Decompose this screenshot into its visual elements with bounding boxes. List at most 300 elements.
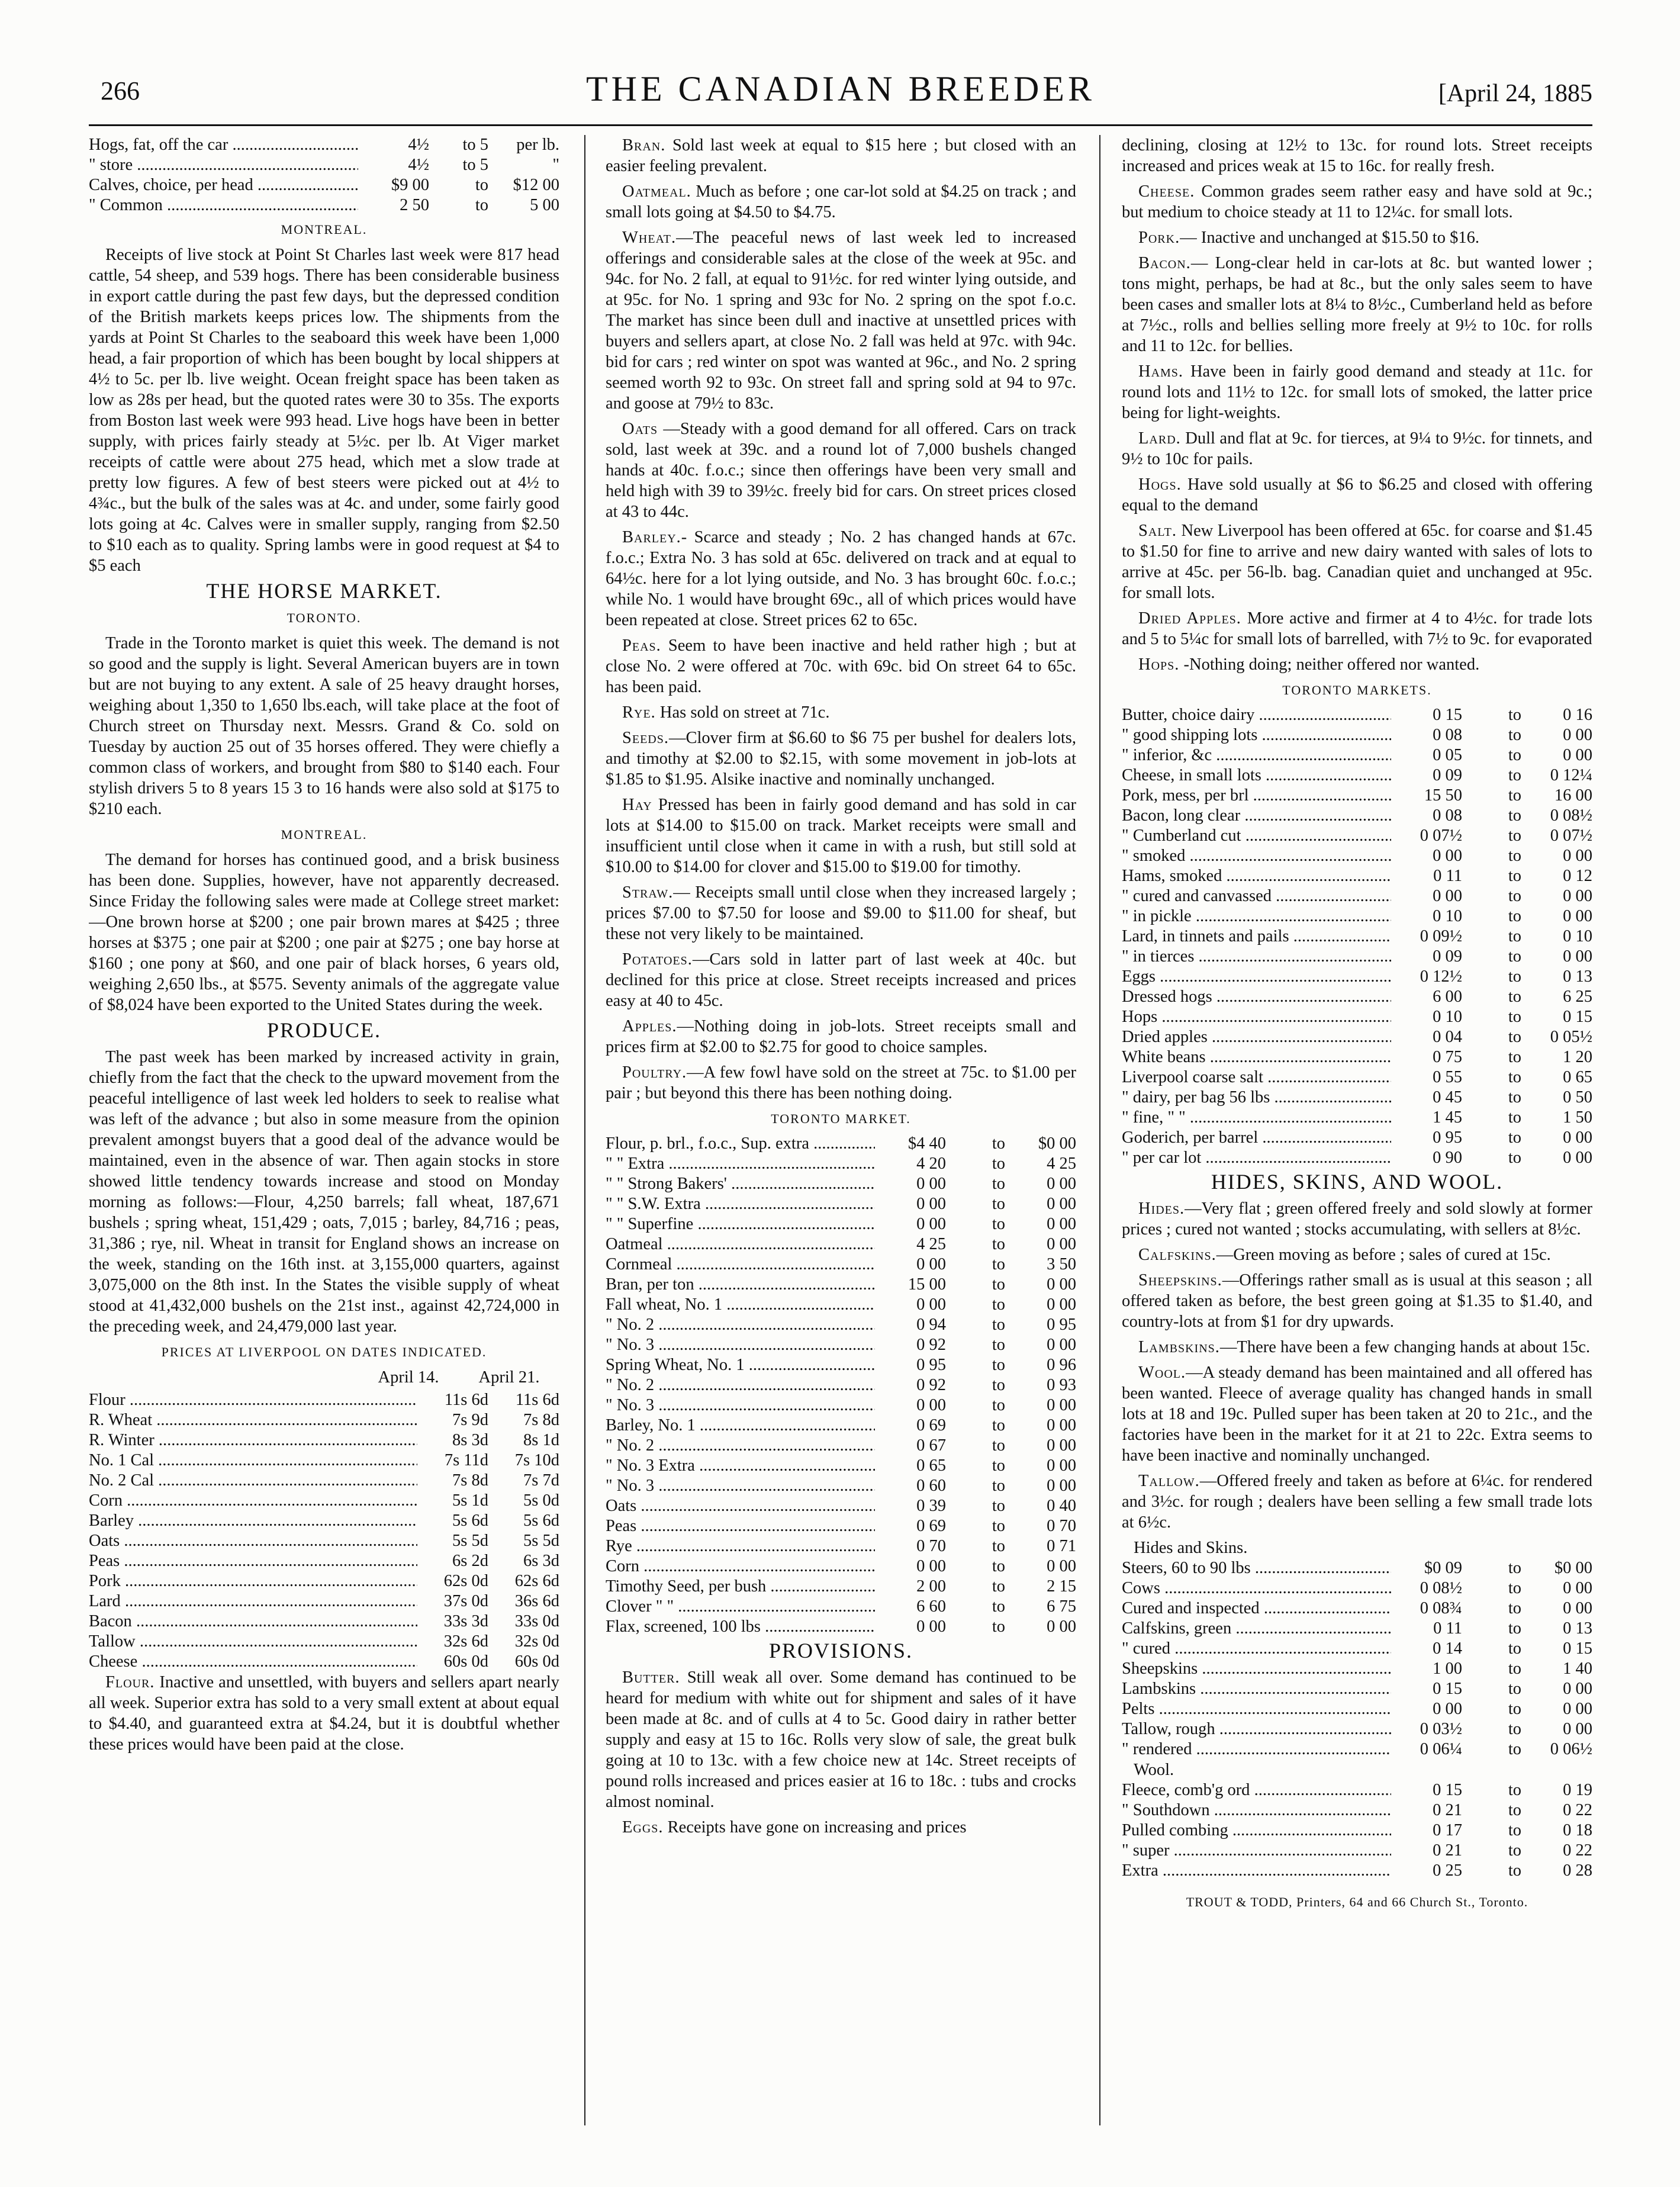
price-row-label: Calves, choice, per head .....: [89, 175, 358, 195]
price-value: 1 20: [1563, 1048, 1592, 1066]
price-row: [1122, 1800, 1592, 1821]
price-row-label: " cured .....: [1122, 1639, 1391, 1659]
price-row: [1122, 1699, 1592, 1719]
price-value: 0 00: [916, 1295, 946, 1314]
run-in-heading: Cheese.: [1138, 182, 1195, 201]
price-row: [606, 1295, 1076, 1315]
price-row: [1122, 1108, 1592, 1128]
price-row: [89, 1531, 559, 1551]
price-value: 0 21: [1433, 1841, 1462, 1860]
price-value: 0 15: [1563, 1639, 1592, 1658]
price-value: to: [1508, 988, 1521, 1006]
wheat-text: The peaceful news of last week led to increased offerings and considerable sales at the close of the week at 95c. and 94c. for No. 2 fall, at equal to 91½c. for red winter lying outside, and at 95c. for No. 1 spring and 93c for No. 2 spring on the spot f.o.c. The market has since been dull and inactive at unsettled prices with buyers and sellers apart, at close No. 2 fall was held at 97c. with 94c. bid for cars ; red winter on spot was wanted at 96c., and No. 2 spring seemed worth 92 to 93c. On street fall and spring sold at 94 to 97c. and goose at 79½ to 83c.: [606, 229, 1076, 413]
price-row-label: Rye .....: [606, 1536, 875, 1556]
price-row-label: Liverpool coarse salt .....: [1122, 1067, 1391, 1088]
run-in-heading: Salt.: [1138, 522, 1177, 540]
run-in-heading: Hay: [622, 796, 652, 814]
price-value: 0 69: [916, 1517, 946, 1535]
run-in-heading: Oatmeal.: [622, 182, 691, 201]
potatoes-text: Cars sold in latter part of last week at 40c. but declined for this price at close. Street receipts increased and prices easy at 40 to 45c.: [606, 950, 1076, 1010]
price-value: 33s 0d: [514, 1612, 559, 1630]
price-value: to: [1508, 927, 1521, 945]
price-value: 0 05: [1433, 746, 1462, 764]
price-value: to: [1508, 1128, 1521, 1147]
calfskins-text: Green moving as before ; sales of cured at 15c.: [1233, 1246, 1551, 1264]
dried-apples-paragraph: [1122, 608, 1592, 649]
price-value: 0 00: [916, 1175, 946, 1193]
straw-text: Receipts small until close when they increased largely ; prices $7.00 to $7.50 for loose and $9.00 to $11.00 for sheaf, but these not very likely to be maintained.: [606, 883, 1076, 943]
price-value: 0 19: [1563, 1781, 1592, 1799]
price-value: 6s 2d: [452, 1552, 488, 1570]
price-row: [606, 1315, 1076, 1335]
hams-paragraph: [1122, 361, 1592, 423]
price-value: to: [1508, 726, 1521, 744]
price-value: 6s 3d: [523, 1552, 559, 1570]
price-row-label: No. 1 Cal .....: [89, 1451, 417, 1471]
price-row-label: Cows .....: [1122, 1578, 1391, 1599]
price-row: [606, 1436, 1076, 1456]
toronto-market-heading: TORONTO MARKET.: [771, 1111, 911, 1126]
price-row-label: " good shipping lots .....: [1122, 725, 1391, 745]
price-value: 0 14: [1433, 1639, 1462, 1658]
price-row-label: Hogs, fat, off the car .....: [89, 135, 358, 155]
price-value: 0 00: [916, 1396, 946, 1414]
price-value: 0 09: [1433, 947, 1462, 966]
price-value: to: [992, 1295, 1005, 1314]
price-value: 0 92: [916, 1376, 946, 1394]
price-row: [1122, 745, 1592, 766]
price-value: to: [1508, 766, 1521, 784]
price-row-label: Sheepskins .....: [1122, 1659, 1391, 1679]
price-row-label: Timothy Seed, per bush .....: [606, 1577, 875, 1597]
price-value: $4 40: [907, 1134, 946, 1153]
price-value: 4½: [408, 136, 429, 154]
price-value: 0 00: [1047, 1175, 1076, 1193]
price-row: [89, 1491, 559, 1511]
price-row: [1122, 1780, 1592, 1800]
price-row-label: Tallow, rough .....: [1122, 1719, 1391, 1739]
price-row: [1122, 1679, 1592, 1699]
price-row: [1122, 1841, 1592, 1861]
price-value: to: [1508, 947, 1521, 966]
run-in-heading: Sheepskins.: [1138, 1271, 1222, 1289]
price-value: 0 11: [1433, 1619, 1462, 1638]
price-row: [606, 1597, 1076, 1617]
price-row: [89, 1430, 559, 1451]
price-row-label: Fleece, comb'g ord .....: [1122, 1780, 1391, 1800]
price-value: 0 96: [1047, 1356, 1076, 1374]
price-row-label: " Cumberland cut .....: [1122, 826, 1391, 846]
price-row: [89, 1551, 559, 1571]
run-in-heading: Peas.: [622, 636, 661, 655]
price-row-label: Bacon .....: [89, 1612, 417, 1632]
price-value: 0 00: [1047, 1477, 1076, 1495]
price-row-label: " " Extra .....: [606, 1154, 875, 1174]
oats-paragraph: Oats —Steady with a good demand for all offered. Cars on track sold, last week at 39c. and a round lot of 7,000 bushels changed hands at 40c. f.o.c.; since then offerings have been very small and held high with 39 to 39½c. freely bid for cars. On street prices closed at 43 to 44c.: [606, 420, 1076, 521]
section-heading-toronto: TORONTO.: [287, 610, 362, 625]
price-value: 11s 6d: [444, 1391, 488, 1409]
price-value: 0 00: [1563, 1149, 1592, 1167]
run-in-heading: Hides.: [1138, 1199, 1185, 1218]
price-row: [89, 1451, 559, 1471]
printer-imprint: TROUT & TODD, Printers, 64 and 66 Church St., Toronto.: [1186, 1895, 1528, 1909]
price-value: 0 70: [916, 1537, 946, 1555]
price-value: 0 07½: [1420, 826, 1462, 845]
price-row: [1122, 1861, 1592, 1881]
price-value: to: [1508, 887, 1521, 905]
price-value: 1 50: [1563, 1108, 1592, 1127]
price-row-label: Extra .....: [1122, 1861, 1391, 1881]
price-value: 0 00: [1433, 887, 1462, 905]
price-value: 0 00: [1563, 887, 1592, 905]
price-row: [1122, 786, 1592, 806]
price-value: to: [992, 1154, 1005, 1173]
price-row-label: No. 2 Cal .....: [89, 1471, 417, 1491]
tallow-text: Offered freely and taken as before at 6¼c. for rendered and 3½c. for rough ; dealers have been selling a few small trade lots at 6½c.: [1122, 1472, 1592, 1532]
horse-market-montreal-text: The demand for horses has continued good, and a brisk business has been done. Supplies, however, have not apparently decreased. Since Friday the following sales were made at College street market:—One brown horse at $200 ; one pair brown mares at $425 ; three horses at $375 ; one pair at $200 ; one pair at $275 ; one bay horse at $160 ; one pony at $60, and one pair of black horses, 6 years old, weighing 2,650 lbs., at $575. Seventy animals of the aggregate value of $8,024 have been exported to the United States during the week.: [89, 851, 559, 1014]
column-1: [89, 135, 559, 2125]
price-value: 0 95: [916, 1356, 946, 1374]
run-in-heading: Wool.: [1138, 1363, 1186, 1382]
run-in-heading: Rye.: [622, 703, 656, 722]
pork-paragraph: Pork.— Inactive and unchanged at $15.50 to $16.: [1138, 229, 1479, 247]
price-row-label: " No. 3 .....: [606, 1395, 875, 1416]
price-value: 0 18: [1563, 1821, 1592, 1839]
price-value: to: [992, 1376, 1005, 1394]
price-row: [89, 1410, 559, 1430]
price-row: [1122, 866, 1592, 886]
price-value: 0 03½: [1420, 1720, 1462, 1738]
price-value: to: [1508, 786, 1521, 805]
price-value: 4 25: [916, 1235, 946, 1253]
run-in-heading: Pork.: [1138, 229, 1180, 247]
price-row-label: " No. 3 Extra .....: [606, 1456, 875, 1476]
price-value: to: [1508, 1861, 1521, 1880]
price-value: 0 00: [1563, 746, 1592, 764]
flour-text: Inactive and unsettled, with buyers and sellers apart nearly all week. Superior extra has sold to a very small extent at about equal to $4.40, and guaranteed extra at $4.24, but it is doubtful whether these prices would have been paid at the close.: [89, 1673, 559, 1754]
hay-text: Pressed has been in fairly good demand and has sold in car lots at $14.00 to $15.00 on track. Market receipts were small and insufficient until close when it came in with a rush, but still sold at $10.00 to $14.00 for clover and $15.00 to $19.00 for timothy.: [606, 796, 1076, 876]
price-row-label: Barley .....: [89, 1511, 417, 1531]
price-row-label: Steers, 60 to 90 lbs .....: [1122, 1558, 1391, 1578]
price-row-label: " smoked .....: [1122, 846, 1391, 866]
price-row: [606, 1234, 1076, 1255]
hops-text: Nothing doing; neither offered nor wanted.: [1189, 655, 1480, 674]
price-row: [89, 195, 559, 216]
price-value: 0 60: [916, 1477, 946, 1495]
price-row: [89, 1390, 559, 1410]
poultry-paragraph: Poultry.—A few fowl have sold on the street at 75c. to $1.00 per pair ; but beyond this there has been nothing doing.: [606, 1063, 1076, 1102]
cheese-paragraph: [1122, 181, 1592, 223]
price-value: 0 00: [916, 1255, 946, 1273]
calfskins-paragraph: Calfskins.—Green moving as before ; sales of cured at 15c.: [1138, 1246, 1551, 1264]
price-value: 0 28: [1563, 1861, 1592, 1880]
price-row: [89, 1571, 559, 1591]
price-row: [89, 1511, 559, 1531]
lambskins-text: There have been a few changing hands at about 15c.: [1237, 1338, 1591, 1356]
price-value: 0 00: [1047, 1275, 1076, 1294]
price-row: [1122, 1047, 1592, 1067]
price-row-label: Cheese .....: [89, 1652, 417, 1672]
hams-text: Have been in fairly good demand and steady at 11c. for round lots and 11½ to 12c. for small lots of smoked, the latter price being for light-weights.: [1122, 362, 1592, 422]
wool-label: Wool.: [1134, 1761, 1174, 1779]
price-value: 7s 9d: [452, 1411, 488, 1429]
price-value: 0 69: [916, 1416, 946, 1435]
liverpool-price-table: [89, 1390, 559, 1672]
run-in-heading: Poultry.: [622, 1063, 687, 1082]
price-row-label: Hams, smoked .....: [1122, 866, 1391, 886]
price-row-label: " " Strong Bakers' .....: [606, 1174, 875, 1194]
liverpool-column-headers: [89, 1367, 559, 1388]
run-in-heading: Apples.: [622, 1017, 677, 1035]
price-value: to: [1508, 967, 1521, 986]
price-value: 3 50: [1047, 1255, 1076, 1273]
price-value: 0 65: [1563, 1068, 1592, 1086]
price-value: to: [1508, 1720, 1521, 1738]
price-value: 0 67: [916, 1436, 946, 1455]
price-value: to: [1508, 1700, 1521, 1718]
price-row-label: Pork, mess, per brl .....: [1122, 786, 1391, 806]
price-value: 2 00: [916, 1577, 946, 1596]
price-row-label: Butter, choice dairy .....: [1122, 705, 1391, 725]
price-value: to: [1508, 1680, 1521, 1698]
price-row-label: Oatmeal .....: [606, 1234, 875, 1255]
price-row-label: " " Superfine .....: [606, 1214, 875, 1234]
price-value: 0 10: [1433, 907, 1462, 925]
price-row: [89, 1632, 559, 1652]
price-value: to: [992, 1416, 1005, 1435]
price-value: 7s 8d: [452, 1471, 488, 1490]
price-value: 16 00: [1554, 786, 1592, 805]
horse-market-toronto-text: Trade in the Toronto market is quiet this week. The demand is not so good and the supply is light. Several American buyers are in town but are not buying to any extent. A sale of 25 heavy draught horses, weighing about 1,350 to 1,650 lbs.each, will take place at the foot of Church street on Thursday next. Messrs. Grand & Co. sold on Tuesday by auction 25 out of 35 horses offered. They were chiefly a common class of workers, and brought from $80 to $140 each. Four stylish drivers 5 to 8 years 15 3 to 16 hands were also sold at $175 to $210 each.: [89, 634, 559, 818]
price-value: to: [992, 1617, 1005, 1636]
price-value: to: [1508, 907, 1521, 925]
price-row: [1122, 766, 1592, 786]
price-value: 0 95: [1433, 1128, 1462, 1147]
price-value: 0 00: [1433, 847, 1462, 865]
price-row-label: " No. 3 .....: [606, 1335, 875, 1355]
price-value: 0 00: [1047, 1215, 1076, 1233]
price-value: 6 00: [1433, 988, 1462, 1006]
price-value: 0 75: [1433, 1048, 1462, 1066]
price-value: to: [1508, 1740, 1521, 1758]
price-row: [1122, 806, 1592, 826]
wool-price-table: [1122, 1780, 1592, 1881]
price-value: 0 00: [1047, 1295, 1076, 1314]
column-3: [1122, 135, 1592, 2125]
price-value: to: [992, 1497, 1005, 1515]
price-row-label: Corn .....: [606, 1556, 875, 1577]
price-value: 0 55: [1433, 1068, 1462, 1086]
price-row: [1122, 1088, 1592, 1108]
price-value: 7s 8d: [523, 1411, 559, 1429]
run-in-heading: Seeds.: [622, 729, 669, 747]
hay-paragraph: [606, 795, 1076, 877]
price-row: [606, 1456, 1076, 1476]
price-value: 0 08½: [1420, 1579, 1462, 1597]
price-row-label: " cured and canvassed .....: [1122, 886, 1391, 906]
price-row-label: Oats .....: [606, 1496, 875, 1516]
lambskins-paragraph: Lambskins.—There have been a few changing hands at about 15c.: [1138, 1338, 1591, 1356]
price-row: [1122, 1719, 1592, 1739]
price-value: 0 00: [1047, 1396, 1076, 1414]
price-row-label: Bacon, long clear .....: [1122, 806, 1391, 826]
butter-paragraph: [606, 1667, 1076, 1812]
price-row: [606, 1395, 1076, 1416]
price-row-label: Flour .....: [89, 1390, 417, 1410]
price-value: to: [1508, 1579, 1521, 1597]
price-value: to: [992, 1175, 1005, 1193]
price-row-label: " rendered .....: [1122, 1739, 1391, 1760]
price-value: 0 93: [1047, 1376, 1076, 1394]
price-value: 36s 6d: [514, 1592, 559, 1610]
price-value: 5s 5d: [452, 1532, 488, 1550]
price-row-label: Pork .....: [89, 1571, 417, 1591]
price-value: to: [1508, 706, 1521, 724]
price-row: [606, 1617, 1076, 1637]
price-value: 33s 3d: [443, 1612, 488, 1630]
price-row: [1122, 725, 1592, 745]
page-header: [89, 65, 1592, 126]
sheepskins-text: Offerings rather small as is usual at this season ; all offered taken as before, the best green going at $1.35 to $1.40, and country-lots at from $1 for dry upwards.: [1122, 1271, 1592, 1331]
price-value: 0 45: [1433, 1088, 1462, 1107]
price-row-label: Bran, per ton .....: [606, 1275, 875, 1295]
price-value: 6 25: [1563, 988, 1592, 1006]
price-value: to: [1508, 806, 1521, 825]
price-row: [1122, 1027, 1592, 1047]
page-number: 266: [101, 76, 140, 105]
price-value: 0 22: [1563, 1841, 1592, 1860]
produce-heading: PRODUCE.: [266, 1018, 382, 1042]
masthead-title: THE CANADIAN BREEDER: [586, 69, 1095, 108]
price-value: to: [992, 1195, 1005, 1213]
rye-text: Has sold on street at 71c.: [659, 703, 830, 722]
oatmeal-paragraph: [606, 181, 1076, 223]
hides-text: Very flat ; green offered freely and sold slowly at former prices ; cured not wanted ; stocks accumulating, with sellers at 8½c.: [1122, 1199, 1592, 1239]
price-value: 0 50: [1563, 1088, 1592, 1107]
price-value: $12 00: [513, 176, 559, 194]
price-row: [1122, 1148, 1592, 1168]
butter-text: Still weak all over. Some demand has continued to be heard for medium with white out for shipment and sales of it have been made at 8c. and of culls at 4 to 5c. Good dairy in rather better supply and easy at 15 to 16c. Rolls very slow of sale, the great bulk going at 10 to 13c. with a few choice new at 14c. Street receipts of pound rolls increased and prices easier at 16 to 18c. : tubs and crocks almost nominal.: [606, 1668, 1076, 1811]
price-row: [89, 1591, 559, 1612]
price-value: 0 00: [1563, 1599, 1592, 1617]
hogs-text: Have sold usually at $6 to $6.25 and closed with offering equal to the demand: [1122, 475, 1592, 514]
price-value: 8s 3d: [452, 1431, 488, 1449]
price-row-label: " " S.W. Extra .....: [606, 1194, 875, 1214]
price-value: 0 07½: [1550, 826, 1592, 845]
price-value: 1 40: [1563, 1659, 1592, 1678]
price-row: [606, 1536, 1076, 1556]
newspaper-page: [89, 65, 1592, 2125]
price-value: 0 00: [1563, 847, 1592, 865]
price-value: 0 15: [1433, 1781, 1462, 1799]
price-value: 62s 0d: [443, 1572, 488, 1590]
run-in-heading: Oats: [622, 420, 658, 438]
price-value: to: [1508, 1801, 1521, 1819]
price-row: [606, 1154, 1076, 1174]
price-row-label: Dried apples .....: [1122, 1027, 1391, 1047]
hides-paragraph: Hides.—Very flat ; green offered freely and sold slowly at former prices ; cured not wanted ; stocks accumulating, with sellers at 8½c.: [1122, 1199, 1592, 1239]
price-row-label: " No. 2 .....: [606, 1375, 875, 1395]
price-value: to: [475, 196, 488, 214]
pork-text: Inactive and unchanged at $15.50 to $16.: [1201, 229, 1479, 247]
price-value: to: [1508, 1659, 1521, 1678]
tallow-paragraph: Tallow.—Offered freely and taken as before at 6¼c. for rendered and 3½c. for rough ; dealers have been selling a few small trade lots at 6½c.: [1122, 1472, 1592, 1532]
price-value: to: [992, 1275, 1005, 1294]
price-row-label: Oats .....: [89, 1531, 417, 1551]
price-value: 0 00: [1047, 1336, 1076, 1354]
column-rule: [1099, 135, 1100, 2125]
price-row-label: " No. 3 .....: [606, 1476, 875, 1496]
price-value: to: [1508, 1821, 1521, 1839]
price-row-label: White beans .....: [1122, 1047, 1391, 1067]
price-value: 2 50: [400, 196, 429, 214]
run-in-heading: Lambskins.: [1138, 1338, 1220, 1356]
price-value: to: [1508, 1048, 1521, 1066]
price-row-label: " in tierces .....: [1122, 947, 1391, 967]
price-value: 0 39: [916, 1497, 946, 1515]
price-value: to: [1508, 746, 1521, 764]
price-value: 0 00: [1563, 1720, 1592, 1738]
price-row: [89, 135, 559, 155]
hides-and-skins-label: Hides and Skins.: [1134, 1539, 1248, 1557]
salt-paragraph: [1122, 520, 1592, 603]
price-row-label: " Southdown .....: [1122, 1800, 1391, 1821]
price-value: 5s 5d: [523, 1532, 559, 1550]
price-value: 0 00: [1047, 1235, 1076, 1253]
price-row: [1122, 1659, 1592, 1679]
wool-paragraph: Wool.—A steady demand has been maintained and all offered has been wanted. Fleece of average quality has changed hands in small lots at 18 and 19c. Pulled super has been taken at 20 to 21c., and the factories have been in the market for it at 21 to 22c. Extra seems to have been inactive and nominally unchanged.: [1122, 1363, 1592, 1465]
price-row: [606, 1194, 1076, 1214]
price-row-label: Cornmeal .....: [606, 1255, 875, 1275]
price-value: to: [992, 1336, 1005, 1354]
issue-date: [April 24, 1885: [1438, 80, 1592, 107]
eggs-paragraph: [606, 1817, 1076, 1838]
cheese-text: Common grades seem rather easy and have sold at 9c.; but medium to choice steady at 11 to 12¼c. for small lots.: [1122, 182, 1592, 221]
price-value: 0 94: [916, 1316, 946, 1334]
price-row: [1122, 906, 1592, 927]
price-row: [606, 1275, 1076, 1295]
bran-text: Sold last week at equal to $15 here ; but closed with an easier feeling prevalent.: [606, 136, 1076, 175]
price-value: 0 13: [1563, 1619, 1592, 1638]
price-row: [1122, 1128, 1592, 1148]
price-row: [1122, 947, 1592, 967]
wheat-paragraph: Wheat.—The peaceful news of last week led to increased offerings and considerable sales at the close of the week at 95c. and 94c. for No. 2 fall, at equal to 91½c. for red winter lying outside, and at 95c. for No. 1 spring and 93c for No. 2 spring on the spot f.o.c. The market has since been dull and inactive at unsettled prices with buyers and sellers apart, at close No. 2 fall was held at 97c. with 94c. bid for cars ; red winter on spot was wanted at 96c., and No. 2 spring seemed worth 92 to 93c. On street fall and spring sold at 94 to 97c. and goose at 79½ to 83c.: [606, 229, 1076, 413]
run-in-heading: Barley.: [622, 528, 681, 546]
price-value: to: [992, 1134, 1005, 1153]
price-value: to: [992, 1396, 1005, 1414]
lard-text: Dull and flat at 9c. for tierces, at 9¼ to 9½c. for tinnets, and 9½ to 10c for pails.: [1122, 429, 1592, 468]
price-value: to: [992, 1577, 1005, 1596]
price-value: 2 15: [1047, 1577, 1076, 1596]
barley-paragraph: Barley.- Scarce and steady ; No. 2 has changed hands at 67c. f.o.c.; Extra No. 3 has sold at 65c. delivered on track and at equal to 64½c. here for a lot lying outside, and No. 3 has brought 60c. f.o.c.; while No. 1 would have brought 69c., all of which prices would have been repeated at close. Street prices 62 to 65c.: [606, 528, 1076, 629]
price-row: [606, 1335, 1076, 1355]
price-value: 0 08¾: [1420, 1599, 1462, 1617]
price-value: 0 05½: [1550, 1028, 1592, 1046]
price-value: $9 00: [391, 176, 429, 194]
price-row: [1122, 1619, 1592, 1639]
oatmeal-text: Much as before ; one car-lot sold at $4.25 on track ; and small lots going at $4.50 to $4.75.: [606, 182, 1076, 221]
liverpool-date-2: April 21.: [478, 1368, 540, 1387]
price-value: 0 00: [1047, 1436, 1076, 1455]
price-row: [606, 1255, 1076, 1275]
price-row-label: Lard .....: [89, 1591, 417, 1612]
poultry-text: A few fowl have sold on the street at 75c. to $1.00 per pair ; but beyond this there has been nothing doing.: [606, 1063, 1076, 1102]
price-value: to: [992, 1537, 1005, 1555]
price-row-label: " store .....: [89, 155, 358, 175]
price-value: 4½: [408, 156, 429, 174]
price-row-label: R. Winter .....: [89, 1430, 417, 1451]
run-in-heading: Calfskins.: [1138, 1246, 1216, 1264]
